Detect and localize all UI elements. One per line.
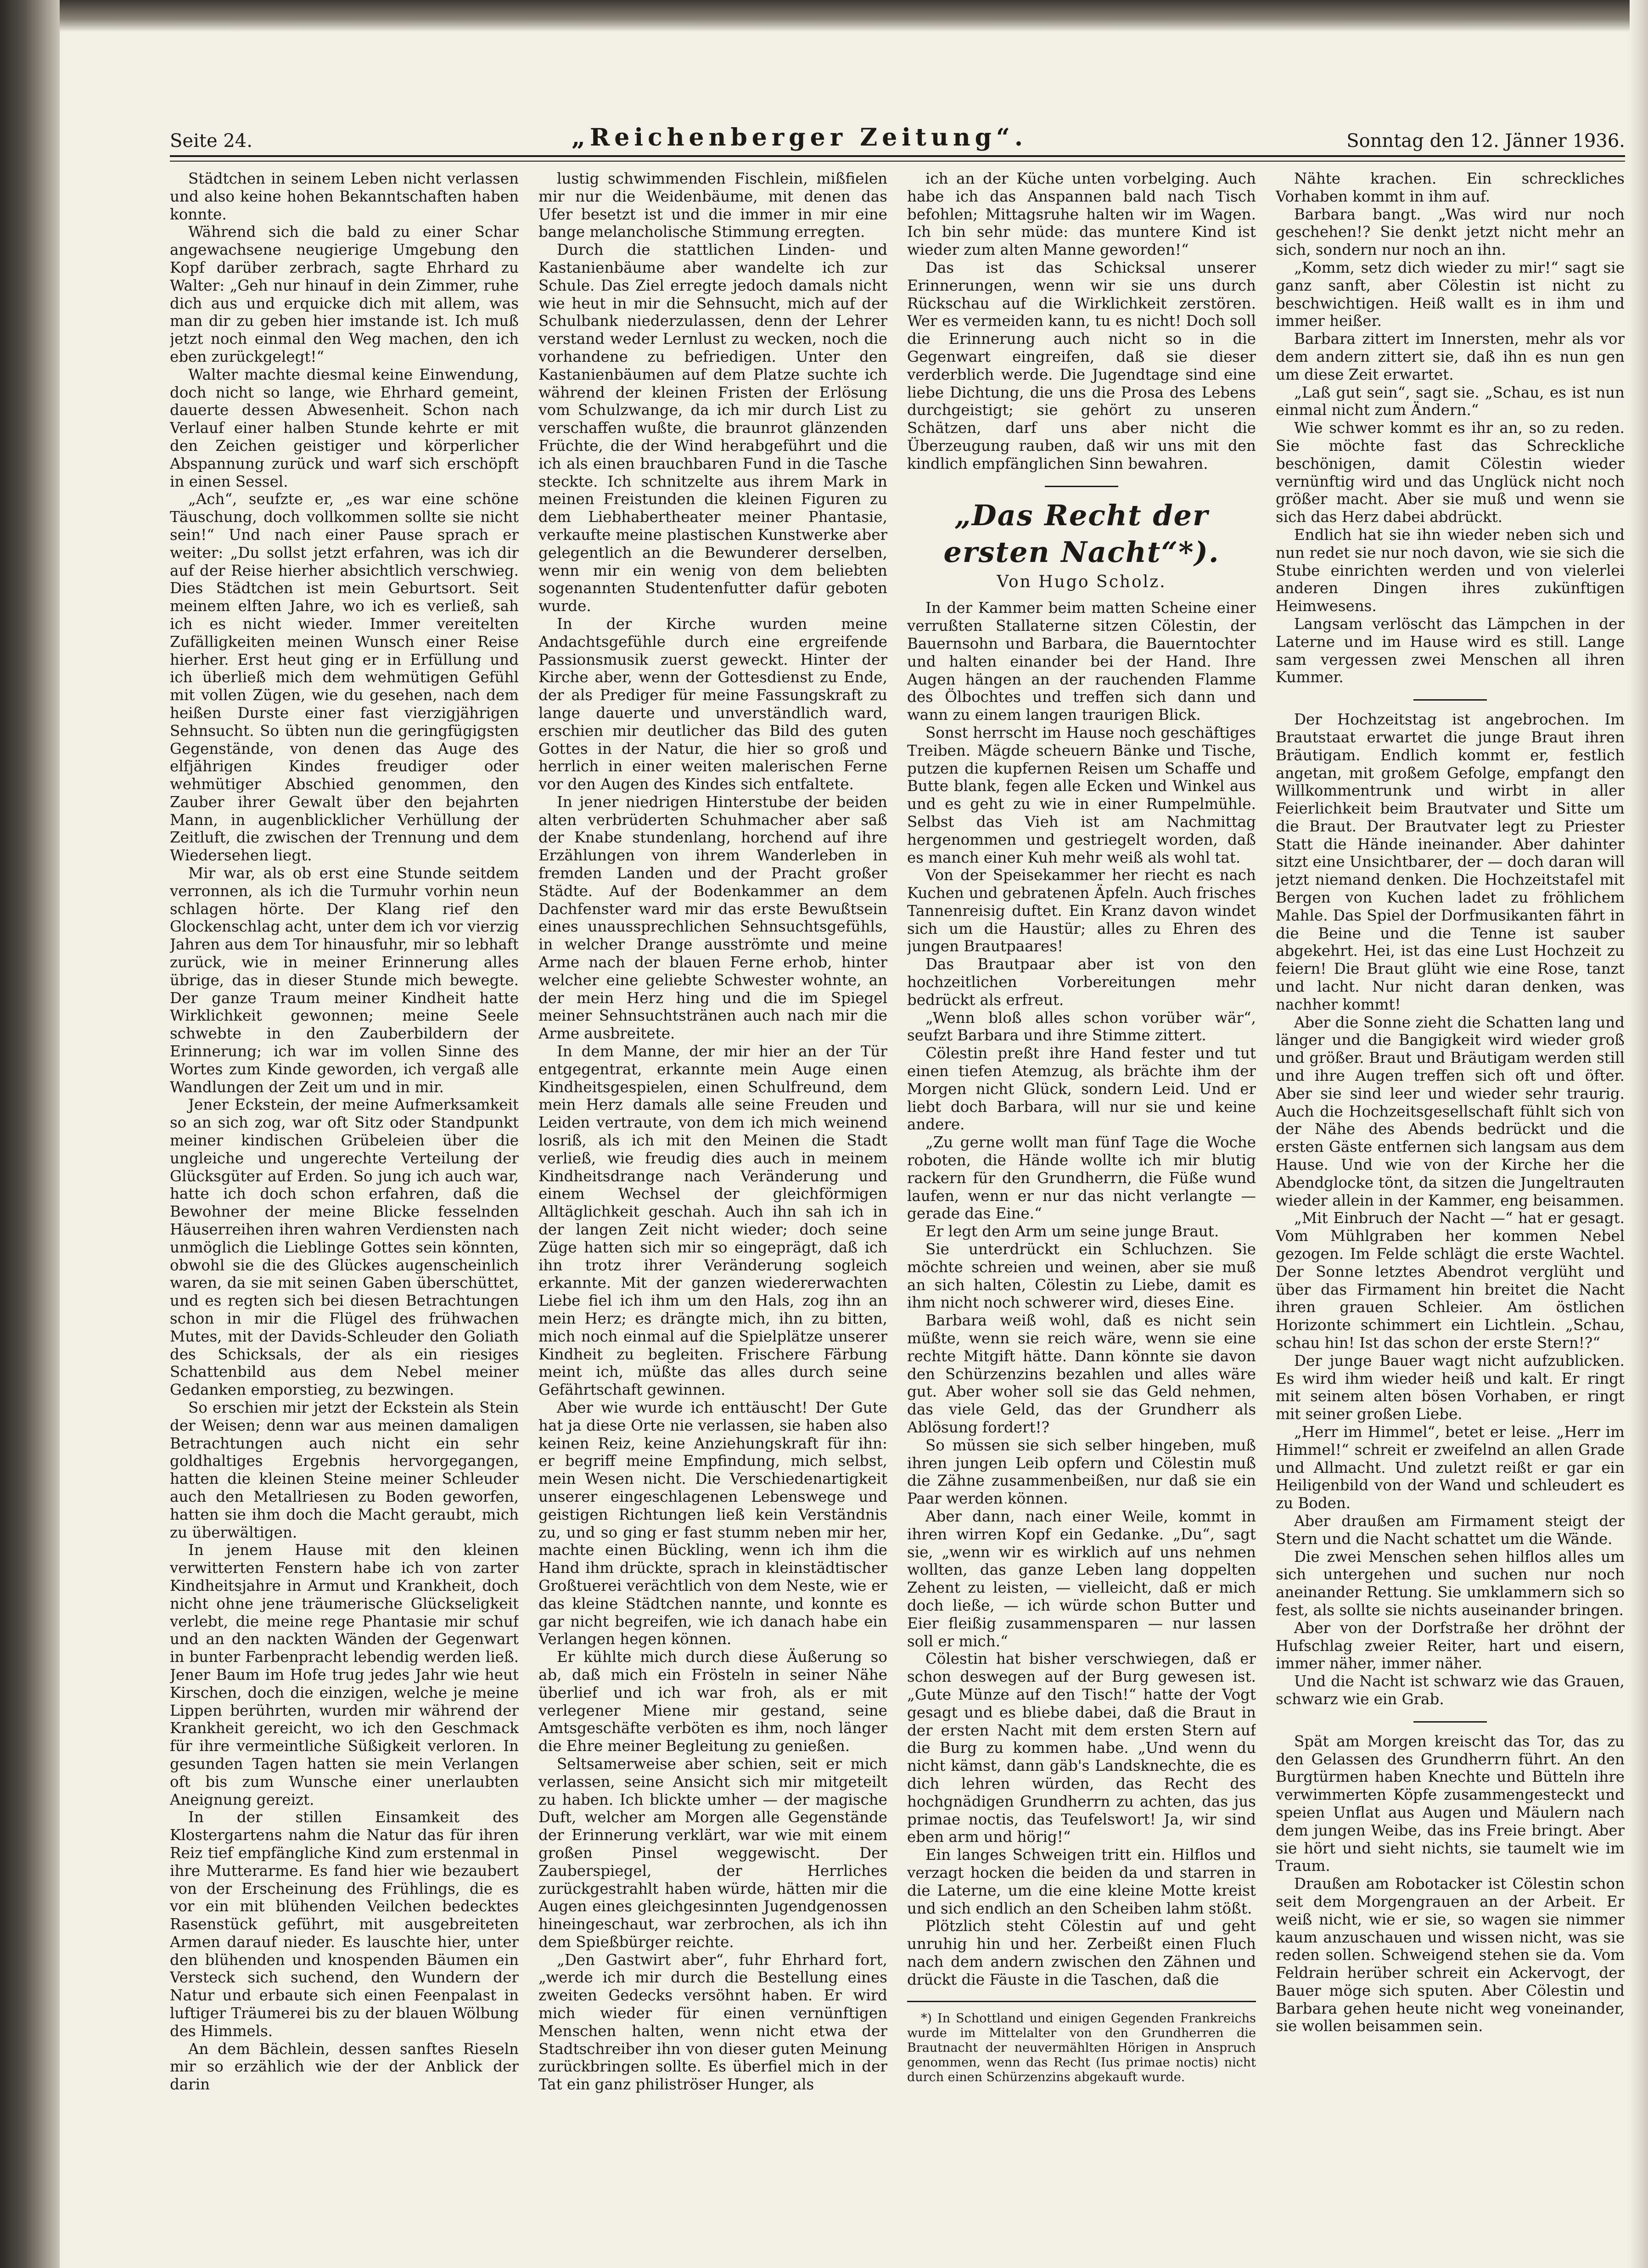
paragraph: Sie unterdrückt ein Schluchzen. Sie möchte schreien und weinen, aber sie muß an sich halten, Cölestin zu Liebe, damit es ihm nicht noch schwerer wird, dieses Eine. xyxy=(907,1241,1256,1312)
story-ending xyxy=(1276,1733,1625,2036)
column-3 xyxy=(907,170,1256,2204)
paragraph: Er legt den Arm um seine junge Braut. xyxy=(925,1223,1219,1241)
paragraph: In jener niedrigen Hinterstube der beiden alten verbrüderten Schuhmacher aber saß der Knabe stundenlang, horchend auf ihre Erzählungen von ihrem Wanderleben in fremden Landen und der Pracht großer Städte. Auf der Bodenkammer an dem Dachfenster ward mir das erste Bewußtsein eines unaussprechlichen Sehnsuchtsgefühls, in welcher Drange ausströmte und meine Arme nach der blauen Ferne erhob, hinter welcher eine geliebte Schwester wohnte, an der mein Herz hing und die im Spiegel meiner Sehnsuchtstränen auch nach mir die Arme ausbreitete. xyxy=(538,793,887,1043)
page-number: Seite 24. xyxy=(170,130,252,152)
text-columns xyxy=(170,170,1625,2204)
scan-shadow-left xyxy=(0,0,60,2268)
paragraph: Aber draußen am Firmament steigt der Stern und die Nacht schattet um die Wände. xyxy=(1276,1512,1625,1548)
paragraph: In der stillen Einsamkeit des Klostergartens nahm die Natur das für ihren Reiz tief empfängliche Kind zum erstenmal in ihre Mutterarme. Es fand hier wie bezaubert von der Erscheinung des Frühlings, die es vor ein mit blühenden Veilchen bedecktes Rasenstück geführt, mit ausgebreiteten Armen darauf nieder. Es lauschte hier, unter den blühenden und knospenden Bäumen ein Versteck sich suchend, den Wundern der Natur und erbaute sich einen Feenpalast in luftiger Träumerei bis zu der blauen Wölbung des Himmels. xyxy=(170,1808,519,2040)
paragraph: Barbara bangt. „Was wird nur noch geschehen!? Sie denkt jetzt nicht mehr an sich, sondern nur noch an ihn. xyxy=(1276,205,1625,259)
newspaper-page xyxy=(170,115,1625,2208)
paragraph: Draußen am Robotacker ist Cölestin schon seit dem Morgengrauen an der Arbeit. Er weiß nicht, wie er sie, so wagen sie nimmer kaum anzuschauen und wissen nicht, was sie reden sollen. Schweigend stehen sie da. Vom Feldrain herüber schreit ein Ackervogt, der Bauer möge sich sputen. Aber Cölestin und Barbara gehen heute nicht weg voneinander, sie wollen beisammen sein. xyxy=(1276,1875,1625,2035)
paragraph: Aber von der Dorfstraße her dröhnt der Hufschlag zweier Reiter, hart und eisern, immer näher, immer näher. xyxy=(1276,1619,1625,1673)
story-wedding-section xyxy=(1276,711,1625,1708)
paragraph: Von der Speisekammer her riecht es nach Kuchen und gebratenen Äpfeln. Auch frisches Tannenreisig duftet. Ein Kranz davon windet sich um die Haustür; alles zu Ehren des jungen Brautpaares! xyxy=(907,866,1256,955)
section-divider xyxy=(1045,486,1118,487)
paragraph: So erschien mir jetzt der Eckstein als Stein der Weisen; denn war aus meinen damaligen Betrachtungen auch nicht ein sehr goldhaltiges Ergebnis hervorgegangen, hatten die kleinen Steine meiner Schleuder auch den Metallriesen zu Boden geworfen, hatten sie ihm doch die Macht geraubt, mich zu überwältigen. xyxy=(170,1398,519,1541)
newspaper-name: „Reichenberger Zeitung“. xyxy=(572,124,1028,152)
paragraph: „Wenn bloß alles schon vorüber wär“, seufzt Barbara und ihre Stimme zittert. xyxy=(907,1009,1256,1044)
paragraph: Der Hochzeitstag ist angebrochen. Im Brautstaat erwartet die junge Braut ihren Bräutigam. Endlich kommt er, festlich angetan, mit großem Gefolge, empfangt den Willkommentrunk und wirbt in aller Feierlichkeit beim Brautvater und Sitte um die Braut. Der Brautvater legt zu Priester Statt die Hände ineinander. Aber dahinter sitzt eine Unsichtbarer, der — doch daran will jetzt niemand denken. Die Hochzeitstafel mit Bergen von Kuchen ladet zu fröhlichem Mahle. Das Spiel der Dorfmusikanten fährt in die Beine und die Tenne ist sauber abgekehrt. Hei, ist das eine Lust Hochzeit zu feiern! Die Braut glüht wie eine Rose, tanzt und lacht. Nur nicht daran denken, was nachher kommt! xyxy=(1276,711,1625,1013)
paragraph: Barbara weiß wohl, daß es nicht sein müßte, wenn sie reich wäre, wenn sie eine rechte Mitgift hätte. Dann könnte sie davon den Schürzenzins bezahlen und alles wäre gut. Aber woher soll sie das Geld nehmen, das viele Geld, das der Grundherr als Ablösung fordert!? xyxy=(907,1312,1256,1436)
paragraph: Mir war, als ob erst eine Stunde seitdem verronnen, als ich die Turmuhr vorhin neun schlagen hörte. Der Klang rief den Glockenschlag acht, unter dem ich vor vierzig Jahren aus dem Tor hinausfuhr, mir so lebhaft zurück, wie in meiner Erinnerung alles übrige, das in dieser Stunde mich bewegte. Der ganze Traum meiner Kindheit hatte Wirklichkeit gewonnen; meine Seele schwebte in den Zauberbildern der Erinnerung; ich war im vollen Sinne des Wortes zum Kinde geworden, ich vergaß alle Wandlungen der Zeit um und in mir. xyxy=(170,865,519,1096)
issue-date: Sonntag den 12. Jänner 1936. xyxy=(1346,130,1625,152)
paragraph: ich an der Küche unten vorbelging. Auch habe ich das Anspannen bald nach Tisch befohlen; Mittagsruhe halten wir im Wagen. Ich bin sehr müde: das muntere Kind ist wieder zum alten Manne geworden!“ xyxy=(907,170,1256,259)
header-rule xyxy=(170,155,1625,162)
paragraph: In der Kammer beim matten Scheine einer verrußten Stallaterne sitzen Cölestin, der Bauernsohn und Barbara, die Bauerntochter und halten einander bei der Hand. Ihre Augen hängen an der rauchenden Flamme des Ölbochtes und treffen sich dann und wann zu einem langen traurigen Blick. xyxy=(907,599,1256,724)
footnote-divider xyxy=(907,2001,1256,2002)
paragraph: Die zwei Menschen sehen hilflos alles um sich untergehen und suchen nur noch aneinander Rettung. Sie umklammern sich so fest, als sollte sie nichts auseinander bringen. xyxy=(1276,1548,1625,1619)
paragraph: Nähte krachen. Ein schreckliches Vorhaben kommt in ihm auf. xyxy=(1276,170,1625,205)
paragraph: Plötzlich steht Cölestin auf und geht unruhig hin und her. Zerbeißt einen Fluch nach dem andern zwischen den Zähnen und drückt die Fäuste in die Taschen, daß die xyxy=(907,1917,1256,1988)
paragraph: Jener Eckstein, der meine Aufmerksamkeit so an sich zog, war oft Sitz oder Standpunkt meiner kindischen Grübeleien über die ungleiche und ungerechte Verteilung der Glücksgüter auf Erden. So jung ich auch war, hatte ich doch schon erfahren, daß die Bewohner der meine Blicke fesselnden Häuserreihen ihren wahren Verdiensten nach unmöglich die Lieblinge Gottes sein könnten, obwohl sie die des Glückes augenscheinlich waren, da sie mit seinen Gaben überschüttet, und es regten sich bei diesen Betrachtungen schon in mir die Flügel des frühwachen Mutes, mit der Davids-Schleuder den Goliath des Schicksals, der als ein riesiges Schattenbild aus dem Nebel meiner Gedanken emporstieg, zu bezwingen. xyxy=(170,1096,519,1399)
paragraph: Und die Nacht ist schwarz wie das Grauen, schwarz wie ein Grab. xyxy=(1276,1673,1625,1708)
paragraph: Endlich hat sie ihn wieder neben sich und nun redet sie nur noch davon, wie sie sich die Stube einrichten werden und von vielerlei anderen Dingen ihres zukünftigen Heimwesens. xyxy=(1276,526,1625,615)
paragraph: Aber die Sonne zieht die Schatten lang und länger und die Bangigkeit wird wieder groß und größer. Braut und Bräutigam werden still und ihre Augen treffen sich oft und öfter. Aber sie sind leer und wieder sehr traurig. Auch die Hochzeitsgesellschaft fühlt sich von der Nähe des Abends bedrückt und die ersten Gäste entfernen sich langsam aus dem Hause. Und wie von der Kirche her die Abendglocke tönt, da sitzen die Jungeltrauten wieder allein in der Kammer, eng beisammen. xyxy=(1276,1013,1625,1209)
paragraph: In dem Manne, der mir hier an der Tür entgegentrat, erkannte mein Auge einen Kindheitsgespielen, einen Schulfreund, dem mein Herz damals alle seine Freuden und Leiden vertraute, von dem ich mich weinend losriß, als ich mit den Meinen die Stadt verließ, wie freudig dies auch in meinem Kindheitsdrange nach Veränderung und einem Wechsel der gleichförmigen Alltäglichkeit geschah. Auch ihn sah ich in der langen Zeit nicht wieder; doch seine Züge hatten sich mir so eingeprägt, daß ich ihn trotz ihrer Veränderung sogleich erkannte. Mit der ganzen wiedererwachten Liebe fiel ich ihm um den Hals, zog ihn an mein Herz; es drängte mich, ihn zu bitten, mich noch einmal auf die Spielplätze unserer Kindheit zu begleiten. Frischere Färbung meint ich, müßte das alles durch seine Gefährtschaft gewinnen. xyxy=(538,1043,887,1399)
paragraph: „Laß gut sein“, sagt sie. „Schau, es ist nun einmal nicht zum Ändern.“ xyxy=(1276,383,1625,419)
footnote-text: *) In Schottland und einigen Gegenden Frankreichs wurde im Mittelalter von den Grundherren die Brautnacht der neuvermählten Hörigen in Anspruch genommen, wenn das Recht (Ius primae noctis) nicht durch einen Schürzenzins abgekauft wurde. xyxy=(907,2011,1256,2084)
paragraph: Walter machte diesmal keine Einwendung, doch nicht so lange, wie Ehrhard gemeint, dauerte dessen Abwesenheit. Schon nach Verlauf einer halben Stunde kehrte er mit den Zeichen geistiger und körperlicher Abspannung zurück und warf sich erschöpft in einen Sessel. xyxy=(170,365,519,490)
scan-shadow-top xyxy=(0,0,1648,32)
paragraph: Ein langes Schweigen tritt ein. Hilflos und verzagt hocken die beiden da und starren in die Laterne, um die eine kleine Motte kreist und sich endlich an den Scheiben lahm stößt. xyxy=(907,1846,1256,1917)
paragraph: Seltsamerweise aber schien, seit er mich verlassen, seine Ansicht sich mir mitgeteilt zu haben. Ich blickte umher — der magische Duft, welcher am Morgen alle Gegenstände der Erinnerung verklärt, war wie mit einem großen Pinsel weggewischt. Der Zauberspiegel, der Herrliches zurückgestrahlt haben würde, hätten mir die Augen eines gleichgesinnten Jugendgenossen hineingeschaut, war zerbrochen, als ich ihn dem Spießbürger reichte. xyxy=(538,1755,887,1951)
story-body xyxy=(907,599,1256,1988)
page-header xyxy=(170,115,1625,152)
column-2 xyxy=(538,170,887,2204)
paragraph: Wie schwer kommt es ihr an, so zu reden. Sie möchte fast das Schreckliche beschönigen, damit Cölestin wieder vernünftig wird und das Unglück nicht noch größer macht. Aber sie muß und wenn sie sich das Herz dabei abdrückt. xyxy=(1276,419,1625,526)
paragraph: Aber dann, nach einer Weile, kommt in ihren wirren Kopf ein Gedanke. „Du“, sagt sie, „wenn wir es wirklich auf uns nehmen wollten, das ganze Leben lang doppelten Zehent zu leisten, — vielleicht, daß er mich doch ließe, — ich würde schon Butter und Eier fleißig zusammensparen — nur lassen soll er mich.“ xyxy=(907,1507,1256,1650)
column-1 xyxy=(170,170,519,2204)
paragraph: lustig schwimmenden Fischlein, mißfielen mir nur die Weidenbäume, mit denen das Ufer besetzt ist und die immer in mir eine bange melancholische Stimmung erregten. xyxy=(538,170,887,241)
paragraph: „Den Gastwirt aber“, fuhr Ehrhard fort, „werde ich mir durch die Bestellung eines zweiten Gedecks versöhnt haben. Er wird mich wieder für einen vernünftigen Menschen halten, wenn nicht etwa der Stadtschreiber ihn von dieser guten Meinung zurückbringen sollte. Es überfiel mich in der Tat ein ganz philiströser Hunger, als xyxy=(538,1951,887,2094)
paragraph: Städtchen in seinem Leben nicht verlassen und also keine hohen Bekanntschaften haben konnte. xyxy=(170,170,519,223)
paragraph: „Zu gerne wollt man fünf Tage die Woche roboten, die Hände wollte ich mir blutig rackern für den Grundherrn, die Füße wund laufen, wenn er nur das nicht verlangte — gerade das Eine.“ xyxy=(907,1134,1256,1223)
paragraph: Aber wie wurde ich enttäuscht! Der Gute hat ja diese Orte nie verlassen, sie haben also keinen Reiz, keine Anziehungskraft für ihn: er begriff meine Empfindung, mich selbst, mein Wesen nicht. Die Verschiedenartigkeit unserer eingeschlagenen Lebenswege und geistigen Richtungen ließ kein Verständnis zu, und so ging er fast stumm neben mir her, machte einen Bückling, wenn ich ihm die Hand ihm drückte, sprach in kleinstädtischer Großtuerei verächtlich von dem Neste, wie er das kleine Städtchen nannte, und konnte es gar nicht begreifen, wie ich danach habe ein Verlangen hegen können. xyxy=(538,1398,887,1648)
story-byline: Von Hugo Scholz. xyxy=(997,572,1166,591)
column-4 xyxy=(1276,170,1625,2204)
paragraph: Während sich die bald zu einer Schar angewachsene neugierige Umgebung den Kopf darüber zerbrach, sagte Ehrhard zu Walter: „Geh nur hinauf in dein Zimmer, ruhe dich aus und erquicke dich mit allem, was man dir zu geben hier imstande ist. Ich muß jetzt noch einmal den Weg machen, den ich eben zurückgelegt!“ xyxy=(170,223,519,365)
story-continuation xyxy=(1276,170,1625,686)
scan-shadow-right xyxy=(1630,0,1648,2268)
paragraph: Cölestin preßt ihre Hand fester und tut einen tiefen Atemzug, als brächte ihm der Morgen nicht Glück, sondern Leid. Und er liebt doch Barbara, will nur sie und keine andere. xyxy=(907,1044,1256,1134)
section-divider xyxy=(1413,699,1487,701)
paragraph: In der Kirche wurden meine Andachtsgefühle durch eine ergreifende Passionsmusik zuerst geweckt. Hinter der Kirche aber, wenn der Gottesdienst zu Ende, der als Prediger für meine Fassungskraft zu lange dauerte und unverständlich ward, erschien mir deutlicher das Bild des guten Gottes in der Natur, die hier so groß und herrlich in einer weiten malerischen Ferne vor den Augen des Kindes sich entfaltete. xyxy=(538,615,887,793)
paragraph: Sonst herrscht im Hause noch geschäftiges Treiben. Mägde scheuern Bänke und Tische, putzen die kupfernen Reisen um Schaffe und Butte blank, fegen alle Ecken und Winkel aus und es geht zu wie in einer Rumpelmühle. Selbst das Vieh ist am Nachmittag hergenommen und gestriegelt worden, daß es manch einer Kuh mehr weiß als wohl tat. xyxy=(907,724,1256,866)
paragraph: In jenem Hause mit den kleinen verwitterten Fenstern habe ich von zarter Kindheitsjahre in Armut und Krankheit, doch nicht ohne jene träumerische Glückseligkeit verlebt, die meine rege Phantasie mir schuf und an den nackten Wänden der Gegenwart in bunter Farbenpracht lebendig werden ließ. Jener Baum im Hofe trug jedes Jahr wie heut Kirschen, doch die einzigen, welche je meine Lippen berührten, wurden mir während der Krankheit gereicht, wo ich den Geschmack für ihre vermeintliche Süßigkeit verloren. In gesunden Tagen hatten sie mein Verlangen oft bis zum Wunsche einer unerlaubten Aneignung gereizt. xyxy=(170,1541,519,1808)
paragraph: So müssen sie sich selber hingeben, muß ihren jungen Leib opfern und Cölestin muß die Zähne zusammenbeißen, nur daß sie ein Paar werden können. xyxy=(907,1436,1256,1508)
paragraph: Cölestin hat bisher verschwiegen, daß er schon deswegen auf der Burg gewesen ist. „Gute Münze auf den Tisch!“ hatte der Vogt gesagt und es bliebe dabei, daß die Braut in der ersten Nacht mit dem ersten Stern auf die Burg zu kommen habe. „Und wenn du nicht kämst, dann gäb's Landsknechte, die es dich lehren würden, das Recht des hochgnädigen Grundherrn zu achten, das jus primae noctis, das Teufelswort! Ja, wir sind eben arm und hörig!“ xyxy=(907,1650,1256,1846)
paragraph: Spät am Morgen kreischt das Tor, das zu den Gelassen des Grundherrn führt. An den Burgtürmen haben Knechte und Bütteln ihre verwimmerten Köpfe zusammengesteckt und speien Unflat aus Augen und Mäulern nach dem jungen Weibe, das ins Freie bringt. Aber sie hört und sieht nichts, sie taumelt wie im Traum. xyxy=(1276,1732,1625,1875)
essay-conclusion xyxy=(907,170,1256,473)
paragraph: Der junge Bauer wagt nicht aufzublicken. Es wird ihm wieder heiß und kalt. Er ringt mit seinem alten bösen Vorhaben, er ringt mit seiner großen Liebe. xyxy=(1276,1352,1625,1423)
paragraph: Das Brautpaar aber ist von den hochzeitlichen Vorbereitungen mehr bedrückt als erfreut. xyxy=(907,955,1256,1009)
paragraph: An dem Bächlein, dessen sanftes Rieseln mir so erzählich wie der der Anblick der darin xyxy=(170,2040,519,2094)
story-title: „Das Recht der ersten Nacht“*). xyxy=(943,498,1220,569)
footnote xyxy=(907,2011,1256,2085)
paragraph: „Ach“, seufzte er, „es war eine schöne Täuschung, doch vollkommen sollte sie nicht sein!“ Und nach einer Pause sprach er weiter: „Du sollst jetzt erfahren, was ich dir auf der Reise hierher absichtlich verschwieg. Dies Städtchen ist mein Geburtsort. Seit meinem elften Jahre, wo ich es verließ, sah ich es nicht wieder. Immer vereitelten Zufälligkeiten meinen Wunsch einer Reise hierher. Erst heut ging er in Erfüllung und ich überließ mich dem wehmütigen Gefühl mit vollen Zügen, wie du gesehen, nach dem heißen Durste einer fast vierzigjährigen Sehnsucht. So übten nun die geringfügigsten Gegenstände, von denen das Auge des elfjährigen Kindes freudiger oder wehmütiger Abschied genommen, den Zauber ihrer Gewalt über den bejahrten Mann, in augenblicklicher Verhüllung der Zeitluft, die zwischen der Trennung und dem Wiedersehen liegt. xyxy=(170,490,519,865)
paragraph: „Komm, setz dich wieder zu mir!“ sagt sie ganz sanft, aber Cölestin ist nicht zu beschwichtigen. Heiß wallt es in ihm und immer heißer. xyxy=(1276,258,1625,330)
paragraph: Durch die stattlichen Linden- und Kastanienbäume aber wandelte ich zur Schule. Das Ziel erregte jedoch damals nicht wie heut in mir die Sehnsucht, mich auf der Schulbank niederzulassen, denn der Lehrer verstand weder Lernlust zu wecken, noch die vorhandene zu befriedigen. Unter den Kastanienbäumen auf dem Platze suchte ich während der kleinen Fristen der Erlösung vom Schulzwange, da ich mir durch List zu verschaffen wußte, die braunrot glänzenden Früchte, die der Wind herabgeführt und die ich als einen brauchbaren Fund in die Tasche steckte. Ich schnitzelte aus ihrem Mark in meinen Freistunden die kleinen Figuren zu dem Liebhabertheater meiner Phantasie, verkaufte meine plastischen Kunstwerke aber gelegentlich an die Bewunderer derselben, wenn mir ein wenig von dem beliebten sogenannten Studentenfutter dafür geboten wurde. xyxy=(538,241,887,615)
paragraph: Langsam verlöscht das Lämpchen in der Laterne und im Hause wird es still. Lange sam vergessen zwei Menschen all ihren Kummer. xyxy=(1276,615,1625,686)
paragraph: „Herr im Himmel“, betet er leise. „Herr im Himmel!“ schreit er zweifelnd an allen Grade und Allmacht. Und zuletzt reißt er gar ein Heiligenbild von der Wand und schleudert es zu Boden. xyxy=(1276,1423,1625,1512)
paragraph: Er kühlte mich durch diese Äußerung so ab, daß mich ein Frösteln in seiner Nähe überlief und ich war froh, als er mit verlegener Miene mir gestand, seine Amtsgeschäfte verböten es ihm, noch länger die Ehre meiner Begleitung zu genießen. xyxy=(538,1648,887,1755)
paragraph: „Mit Einbruch der Nacht —“ hat er gesagt. Vom Mühlgraben her kommen Nebel gezogen. Im Felde schlägt die erste Wachtel. Der Sonne letztes Abendrot verglüht und über das Firmament hin breitet die Nacht ihren grauen Schleier. Am östlichen Horizonte schimmert ein Lichtlein. „Schau, schau hin! Ist das schon der erste Stern!?“ xyxy=(1276,1209,1625,1352)
paragraph: Barbara zittert im Innersten, mehr als vor dem andern zittert sie, daß ihn es nun gen um diese Zeit erwartet. xyxy=(1276,330,1625,383)
section-divider xyxy=(1413,1721,1487,1723)
paragraph: Das ist das Schicksal unserer Erinnerungen, wenn wir sie uns durch Rückschau auf die Wirklichkeit zerstören. Wer es vermeiden kann, tu es nicht! Doch soll die Erinnerung auch nicht so in die Gegenwart eingreifen, daß sie dieser verderblich werde. Die Jugendtage sind eine liebe Dichtung, die uns die Prosa des Lebens durchgeistigt; sie gehört zu unseren Schätzen, darf uns aber nicht die Überzeugung rauben, daß wir uns mit den kindlich empfänglichen Sinn bewahren. xyxy=(907,258,1256,472)
